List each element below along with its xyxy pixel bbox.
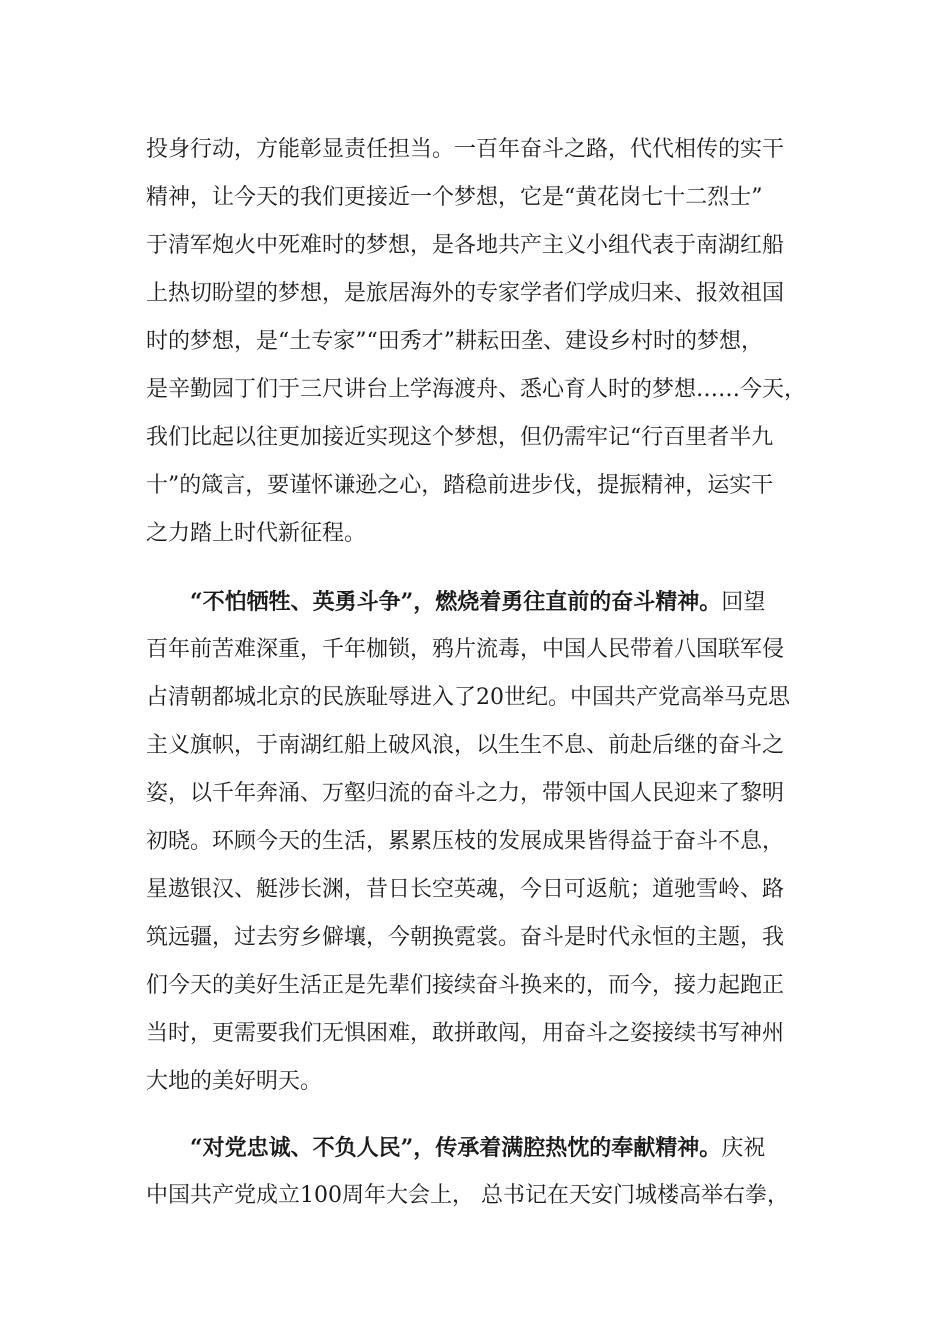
paragraph-line: 时的梦想，是“土专家”“田秀才”耕耘田垄、建设乡村时的梦想，	[146, 329, 763, 354]
paragraph-line: 上热切盼望的梦想，是旅居海外的专家学者们学成归来、报效祖国	[146, 281, 785, 306]
paragraph-line: 占清朝都城北京的民族耻辱进入了20世纪。中国共产党高举马克思	[146, 685, 790, 710]
paragraph-line: 主义旗帜，于南湖红船上破风浪，以生生不息、前赴后继的奋斗之	[146, 733, 785, 758]
paragraph-line: 星遨银汉、艇涉长渊，昔日长空英魂，今日可返航；道驰雪岭、路	[146, 877, 785, 902]
paragraph-lead-rest: 回望	[721, 590, 766, 615]
paragraph-line: 我们比起以往更加接近实现这个梦想，但仍需牢记“行百里者半九	[146, 425, 774, 450]
paragraph-lead-rest: 庆祝	[721, 1136, 766, 1161]
paragraph-line: 姿，以千年奔涌、万壑归流的奋斗之力，带领中国人民迎来了黎明	[146, 781, 785, 806]
paragraph-first-line	[146, 1124, 798, 1172]
paragraph-line: 筑远疆，过去穷乡僻壤，今朝换霓裳。奋斗是时代永恒的主题，我	[146, 925, 785, 950]
paragraph-line: 当时，更需要我们无惧困难，敢拼敢闯，用奋斗之姿接续书写神州	[146, 1021, 785, 1046]
paragraph-line: 于清军炮火中死难时的梦想，是各地共产主义小组代表于南湖红船	[146, 233, 785, 258]
paragraph-line: 之力踏上时代新征程。	[146, 521, 367, 546]
paragraph-line: 大地的美好明天。	[146, 1069, 323, 1094]
paragraph-lead-heading: “对党忠诚、不负人民”，传承着满腔热忱的奉献精神。	[190, 1135, 722, 1161]
paragraph-line: 是辛勤园丁们于三尺讲台上学海渡舟、悉心育人时的梦想……今天，	[146, 377, 807, 402]
paragraph-line: 精神，让今天的我们更接近一个梦想，它是“黄花岗七十二烈士”	[146, 185, 763, 210]
paragraph-line: 十”的箴言，要谨怀谦逊之心，踏稳前进步伐，提振精神，运实干	[146, 473, 774, 498]
paragraph-line: 中国共产党成立100周年大会上， 总书记在天安门城楼高举右拳，	[146, 1183, 789, 1208]
paragraph-line: 投身行动，方能彰显责任担当。一百年奋斗之路，代代相传的实干	[146, 137, 785, 162]
paragraph-line: 们今天的美好生活正是先辈们接续奋斗换来的，而今，接力起跑正	[146, 973, 785, 998]
paragraph-1	[146, 126, 807, 558]
paragraph-2	[146, 578, 798, 1106]
paragraph-line: 初晓。环顾今天的生活，累累压枝的发展成果皆得益于奋斗不息，	[146, 829, 785, 854]
paragraph-line: 百年前苦难深重，千年枷锁，鸦片流毒，中国人民带着八国联军侵	[146, 637, 785, 662]
paragraph-lead-heading: “不怕牺牲、英勇斗争”，燃烧着勇往直前的奋斗精神。	[190, 589, 722, 615]
paragraph-first-line	[146, 578, 798, 626]
paragraph-3	[146, 1124, 798, 1220]
